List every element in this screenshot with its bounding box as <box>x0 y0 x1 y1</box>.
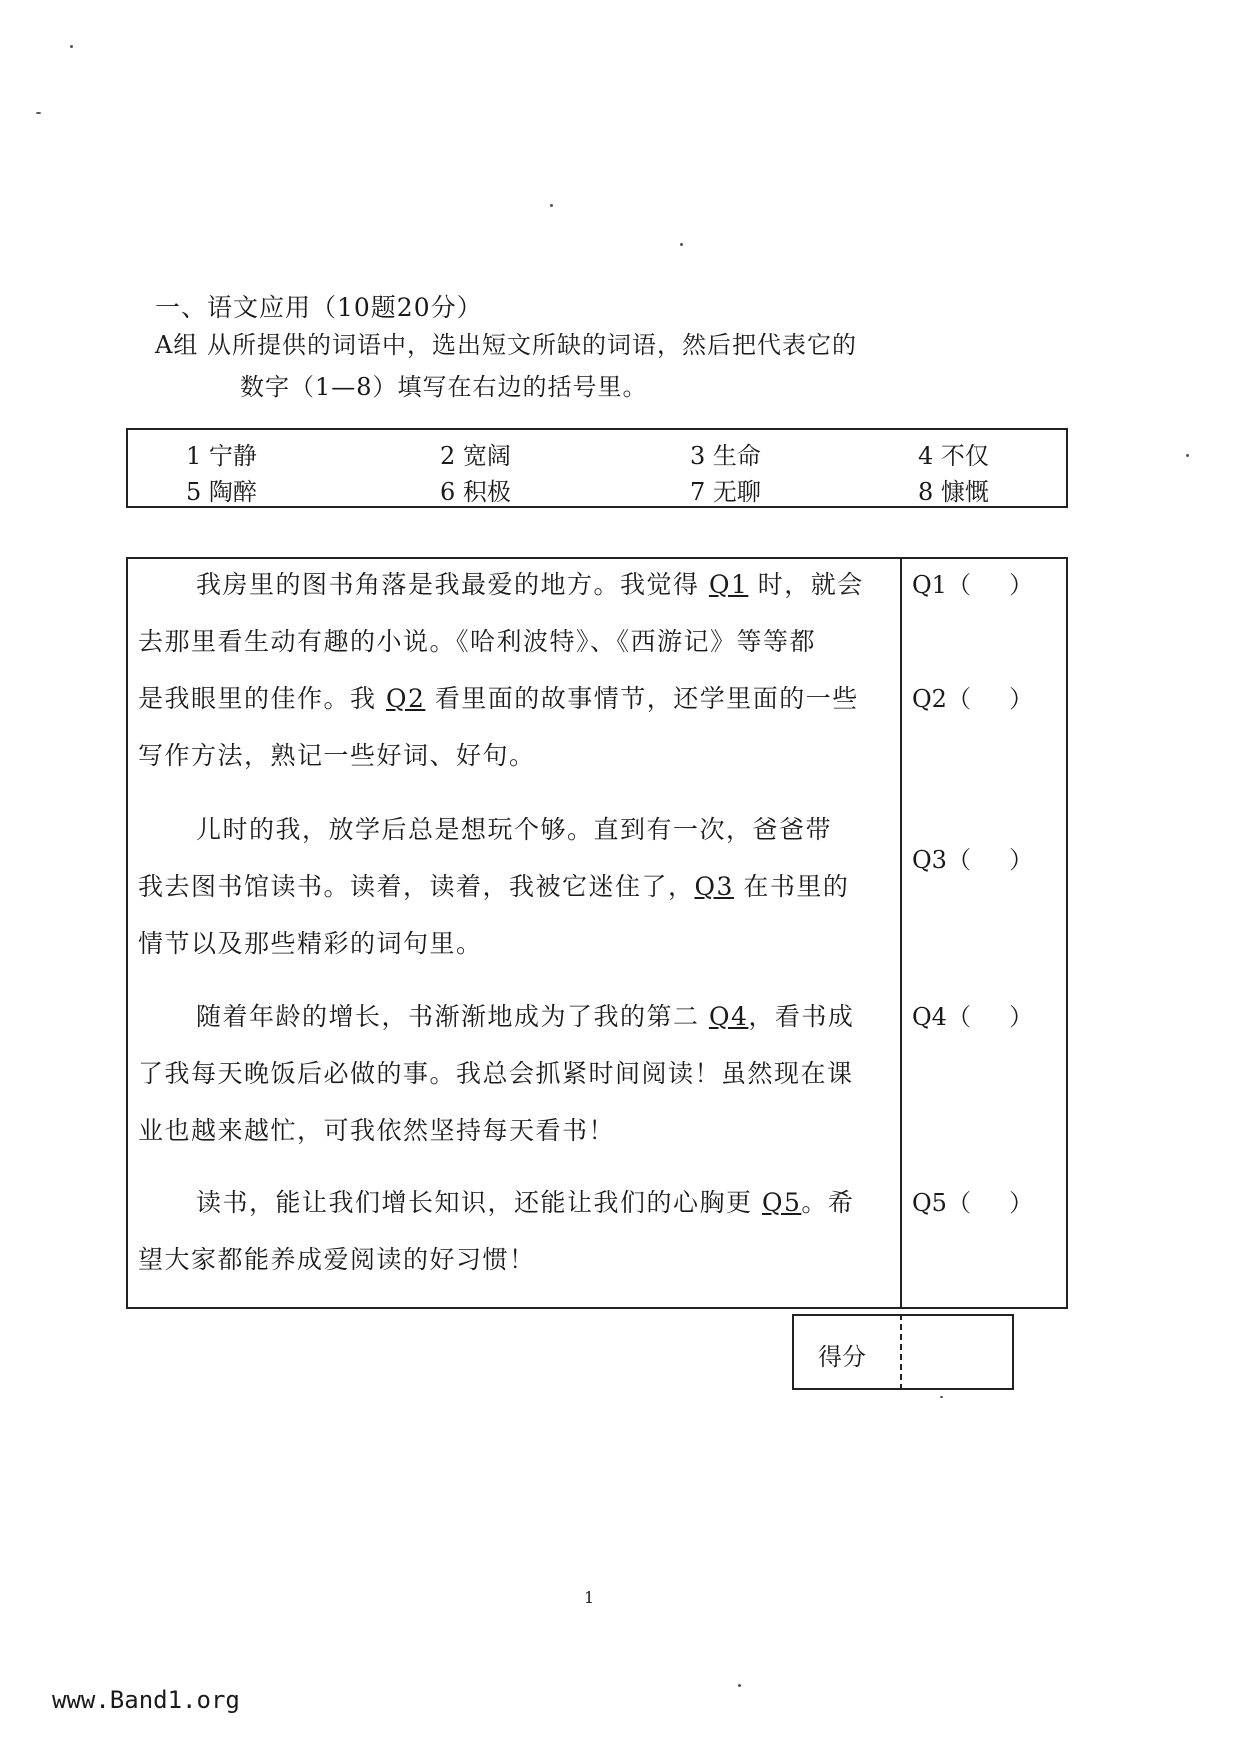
passage-line: 读书，能让我们增长知识，还能让我们的心胸更 Q5。希 <box>196 1188 855 1217</box>
passage-line: 业也越来越忙，可我依然坚持每天看书！ <box>138 1116 616 1145</box>
instruction-line: A组 从所提供的词语中，选出短文所缺的词语，然后把代表它的 <box>155 331 857 359</box>
passage-line: 随着年龄的增长，书渐渐地成为了我的第二 Q4，看书成 <box>196 1002 855 1031</box>
blank-q3: Q3 <box>694 872 734 901</box>
scan-speck <box>550 204 553 207</box>
page-number: 1 <box>584 1588 595 1607</box>
section-title: 一、语文应用（10题20分） <box>155 293 483 322</box>
passage-line: 写作方法，熟记一些好词、好句。 <box>138 741 536 770</box>
passage-line: 儿时的我，放学后总是想玩个够。直到有一次，爸爸带 <box>196 815 833 844</box>
passage-line: 情节以及那些精彩的词句里。 <box>138 929 483 958</box>
score-divider <box>900 1314 902 1390</box>
blank-q1: Q1 <box>708 570 749 599</box>
word-bank-item: 5 陶醉 <box>186 478 257 506</box>
watermark: www.Band1.org <box>52 1686 240 1714</box>
scan-speck <box>680 243 683 246</box>
passage-line: 望大家都能养成爱阅读的好习惯！ <box>138 1245 536 1274</box>
scan-speck <box>940 1396 943 1398</box>
blank-q5: Q5 <box>761 1188 802 1217</box>
blank-q4: Q4 <box>708 1002 749 1031</box>
answer-slot-q2[interactable]: Q2（ ） <box>912 685 1034 713</box>
scan-speck <box>70 45 73 48</box>
word-bank-item: 6 积极 <box>440 478 511 506</box>
word-bank-item: 3 生命 <box>690 442 761 470</box>
answer-slot-q4[interactable]: Q4（ ） <box>912 1003 1034 1031</box>
word-bank-item: 7 无聊 <box>690 478 761 506</box>
answer-slot-q5[interactable]: Q5（ ） <box>912 1189 1034 1217</box>
scan-speck <box>1186 454 1189 457</box>
passage-line: 我房里的图书角落是我最爱的地方。我觉得 Q1 时，就会 <box>196 570 864 599</box>
passage-line: 去那里看生动有趣的小说。《哈利波特》、《西游记》等等都 <box>138 627 817 656</box>
blank-q2: Q2 <box>385 684 426 713</box>
scan-speck <box>36 112 41 114</box>
word-bank-item: 1 宁静 <box>186 442 257 470</box>
word-bank-item: 4 不仅 <box>918 442 989 470</box>
word-bank-item: 2 宽阔 <box>440 442 511 470</box>
instruction-line: 数字（1—8）填写在右边的括号里。 <box>240 373 648 401</box>
passage-line: 我去图书馆读书。读着，读着，我被它迷住了，Q3 在书里的 <box>138 872 850 901</box>
passage-line: 是我眼里的佳作。我 Q2 看里面的故事情节，还学里面的一些 <box>138 684 859 713</box>
word-bank-item: 8 慷慨 <box>918 478 989 506</box>
scan-speck <box>738 1684 741 1687</box>
answer-column-divider <box>900 557 902 1309</box>
passage-line: 了我每天晚饭后必做的事。我总会抓紧时间阅读！虽然现在课 <box>138 1059 854 1088</box>
score-label: 得分 <box>818 1343 866 1371</box>
answer-slot-q1[interactable]: Q1（ ） <box>912 571 1034 599</box>
answer-slot-q3[interactable]: Q3（ ） <box>912 846 1034 874</box>
